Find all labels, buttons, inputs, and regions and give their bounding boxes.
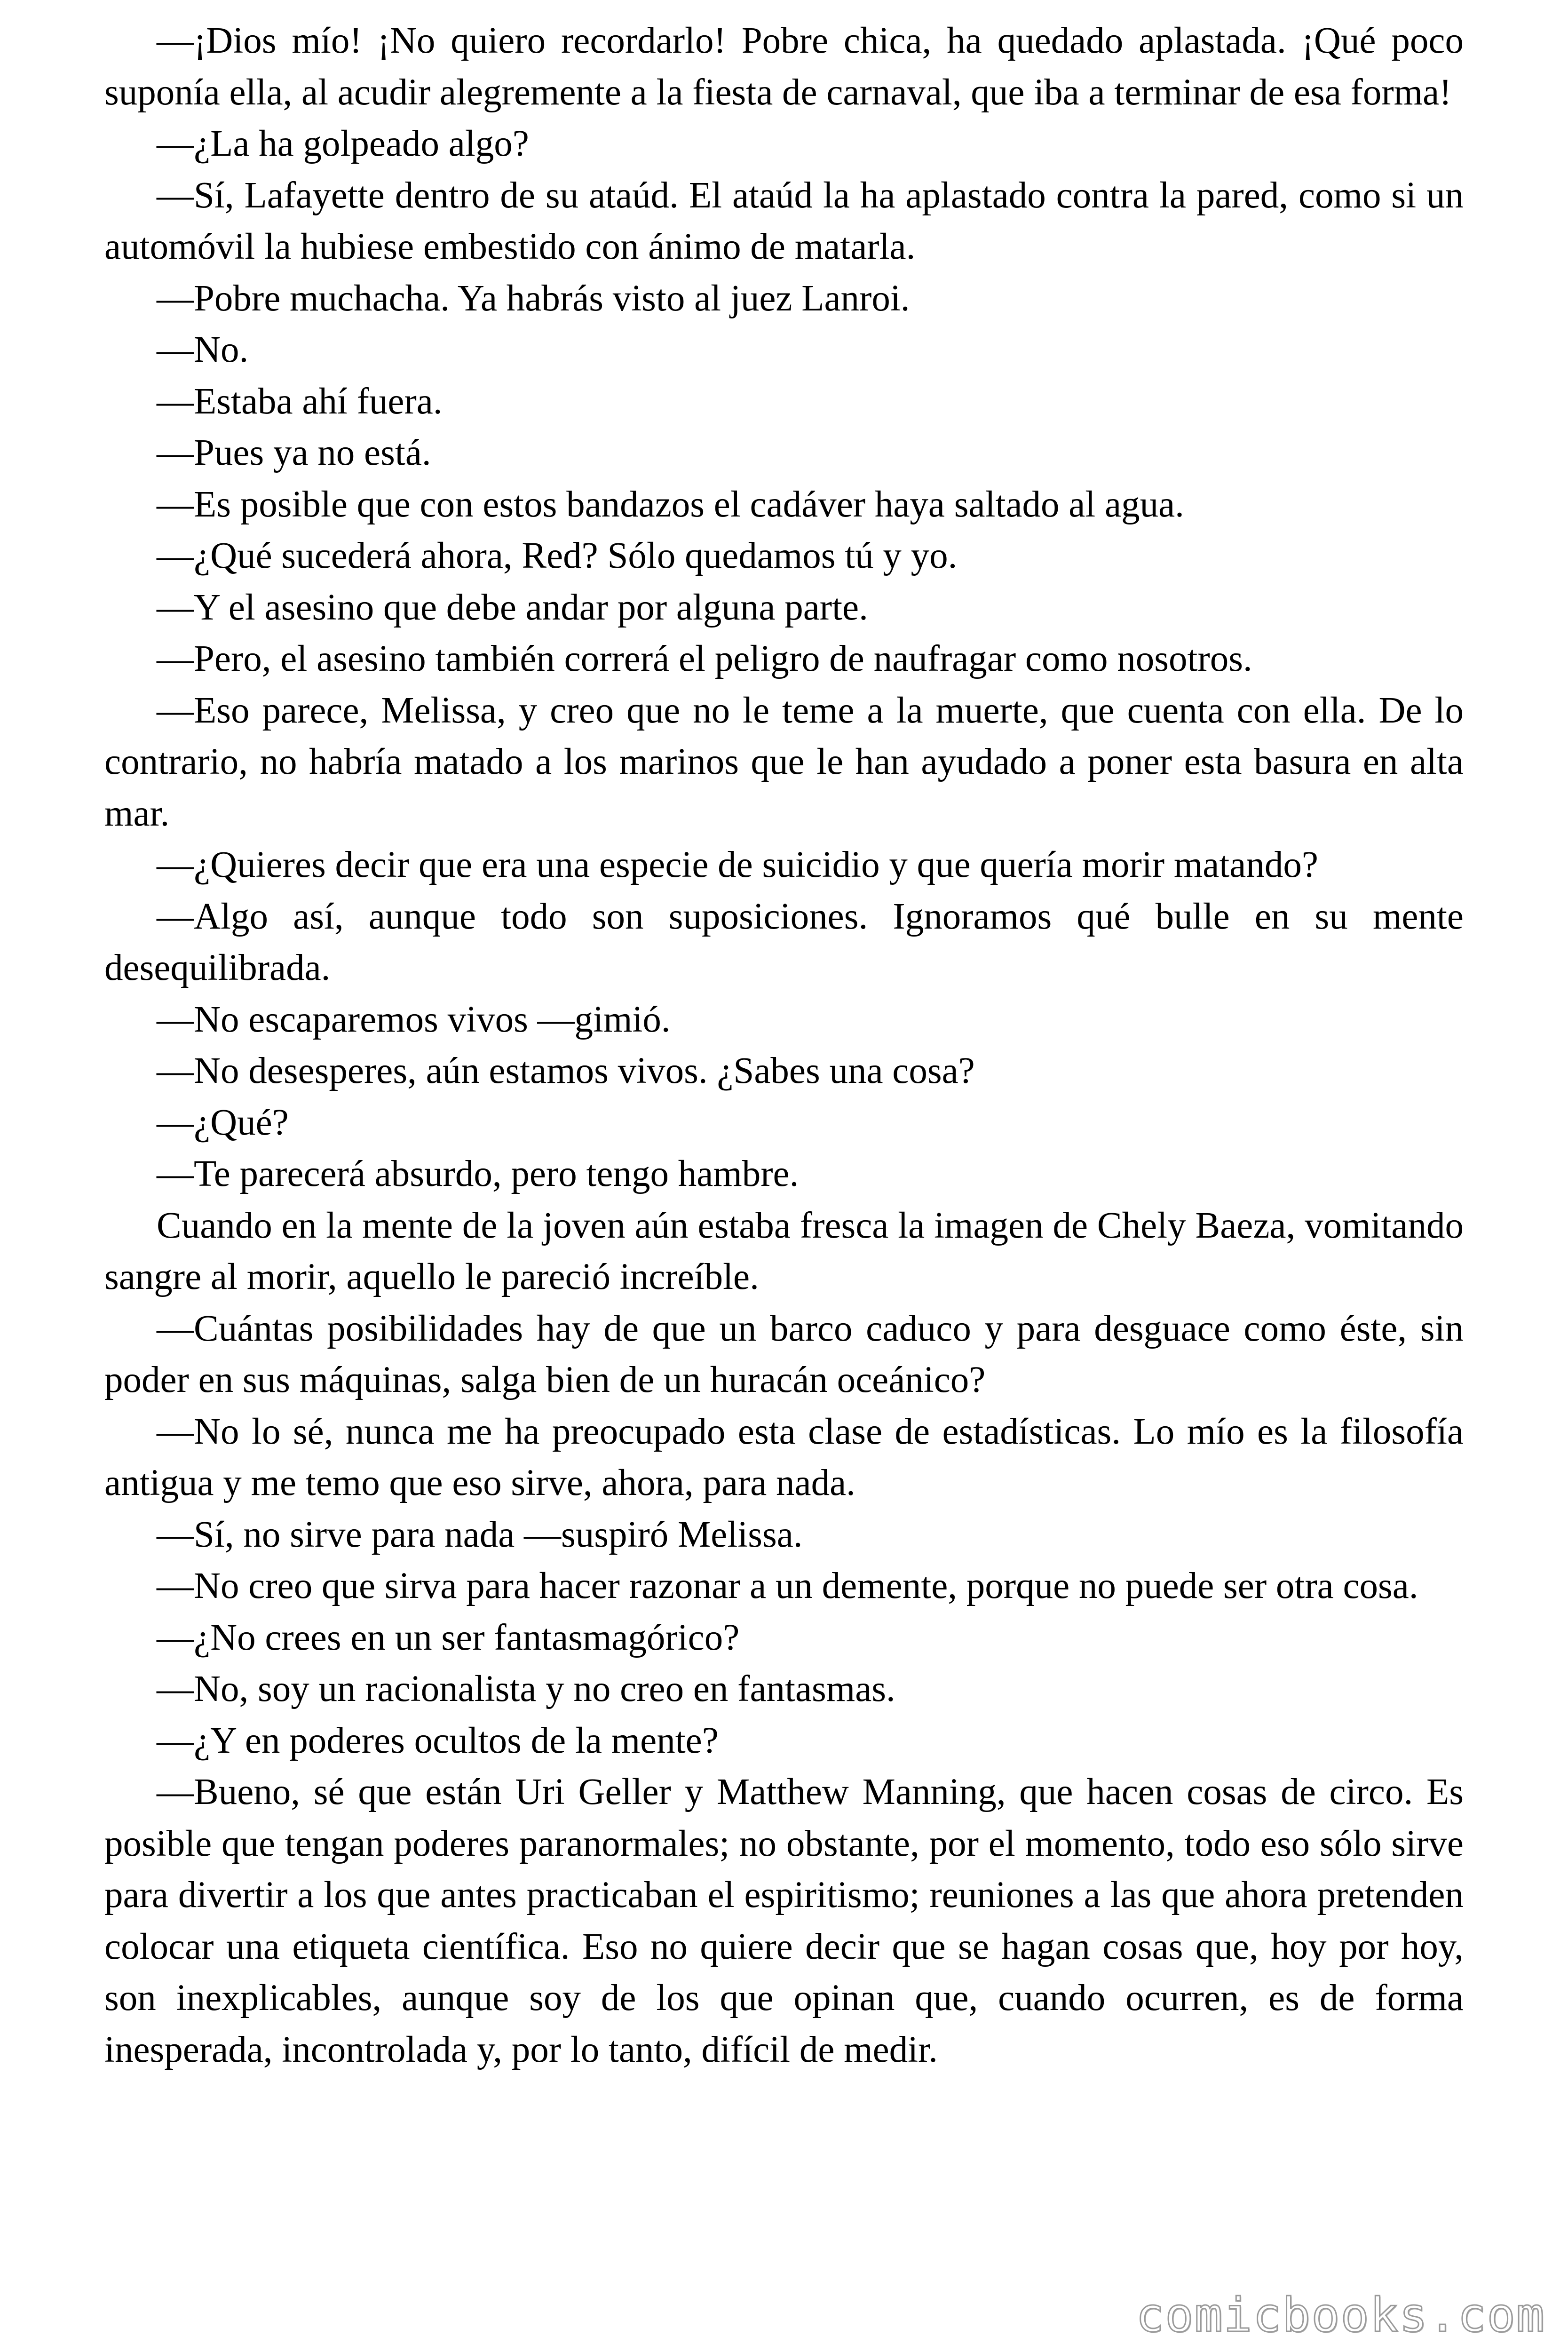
paragraph: —¡Dios mío! ¡No quiero recordarlo! Pobre chica, ha quedado aplastada. ¡Qué poco suponía ella, al acudir alegremente a la fiesta de carnaval, que iba a terminar de esa forma! <box>104 20 1464 113</box>
paragraph: —Cuántas posibilidades hay de que un barco caduco y para desguace como éste, sin poder en sus máquinas, salga bien de un huracán oceánico? <box>104 1308 1464 1400</box>
paragraph: —Sí, Lafayette dentro de su ataúd. El ataúd la ha aplastado contra la pared, como si un automóvil la hubiese embestido con ánimo de matarla. <box>104 175 1464 267</box>
paragraph: —No desesperes, aún estamos vivos. ¿Sabes una cosa? <box>157 1050 975 1091</box>
paragraph: —¿Y en poderes ocultos de la mente? <box>157 1720 719 1761</box>
paragraph: —No lo sé, nunca me ha preocupado esta clase de estadísticas. Lo mío es la filosofía antigua y me temo que eso sirve, ahora, para nada. <box>104 1411 1464 1503</box>
paragraph: —Sí, no sirve para nada —suspiró Melissa. <box>157 1514 803 1555</box>
paragraph: Cuando en la mente de la joven aún estaba fresca la imagen de Chely Baeza, vomitando sangre al morir, aquello le pareció increíble. <box>104 1205 1464 1297</box>
paragraph: —Pero, el asesino también correrá el peligro de naufragar como nosotros. <box>157 638 1252 679</box>
paragraph: —¿Qué? <box>157 1102 289 1143</box>
paragraph: —No creo que sirva para hacer razonar a un demente, porque no puede ser otra cosa. <box>157 1565 1418 1606</box>
paragraph: —¿Qué sucederá ahora, Red? Sólo quedamos tú y yo. <box>157 535 958 576</box>
paragraph: —Eso parece, Melissa, y creo que no le teme a la muerte, que cuenta con ella. De lo contrario, no habría matado a los marinos que le han ayudado a poner esta basura en alta mar. <box>104 690 1464 834</box>
paragraph: —No, soy un racionalista y no creo en fantasmas. <box>157 1669 895 1709</box>
paragraph: —Pues ya no está. <box>157 432 431 473</box>
paragraph: —¿No crees en un ser fantasmagórico? <box>157 1617 740 1658</box>
paragraph: —Estaba ahí fuera. <box>157 381 443 422</box>
watermark: comicbooks.com <box>1136 2288 1545 2343</box>
page-body <box>104 15 1464 2075</box>
paragraph: —Algo así, aunque todo son suposiciones. Ignoramos qué bulle en su mente desequilibrada. <box>104 896 1464 988</box>
paragraph: —No. <box>157 329 249 370</box>
paragraph: —Es posible que con estos bandazos el cadáver haya saltado al agua. <box>157 484 1184 525</box>
paragraph: —Y el asesino que debe andar por alguna parte. <box>157 587 868 628</box>
paragraph: —No escaparemos vivos —gimió. <box>157 999 671 1040</box>
paragraph: —Pobre muchacha. Ya habrás visto al juez Lanroi. <box>157 278 910 319</box>
paragraph: —Te parecerá absurdo, pero tengo hambre. <box>157 1153 799 1194</box>
paragraph: —Bueno, sé que están Uri Geller y Matthew Manning, que hacen cosas de circo. Es posible que tengan poderes paranormales; no obstante, por el momento, todo eso sólo sirve para divertir a los que antes practicaban el espiritismo; reuniones a las que ahora pretenden colocar una etiqueta científica. Eso no quiere decir que se hagan cosas que, hoy por hoy, son inexplicables, aunque soy de los que opinan que, cuando ocurren, es de forma inesperada, incontrolada y, por lo tanto, difícil de medir. <box>104 1772 1464 2070</box>
paragraph: —¿Quieres decir que era una especie de suicidio y que quería morir matando? <box>157 844 1318 885</box>
paragraph: —¿La ha golpeado algo? <box>157 123 529 164</box>
